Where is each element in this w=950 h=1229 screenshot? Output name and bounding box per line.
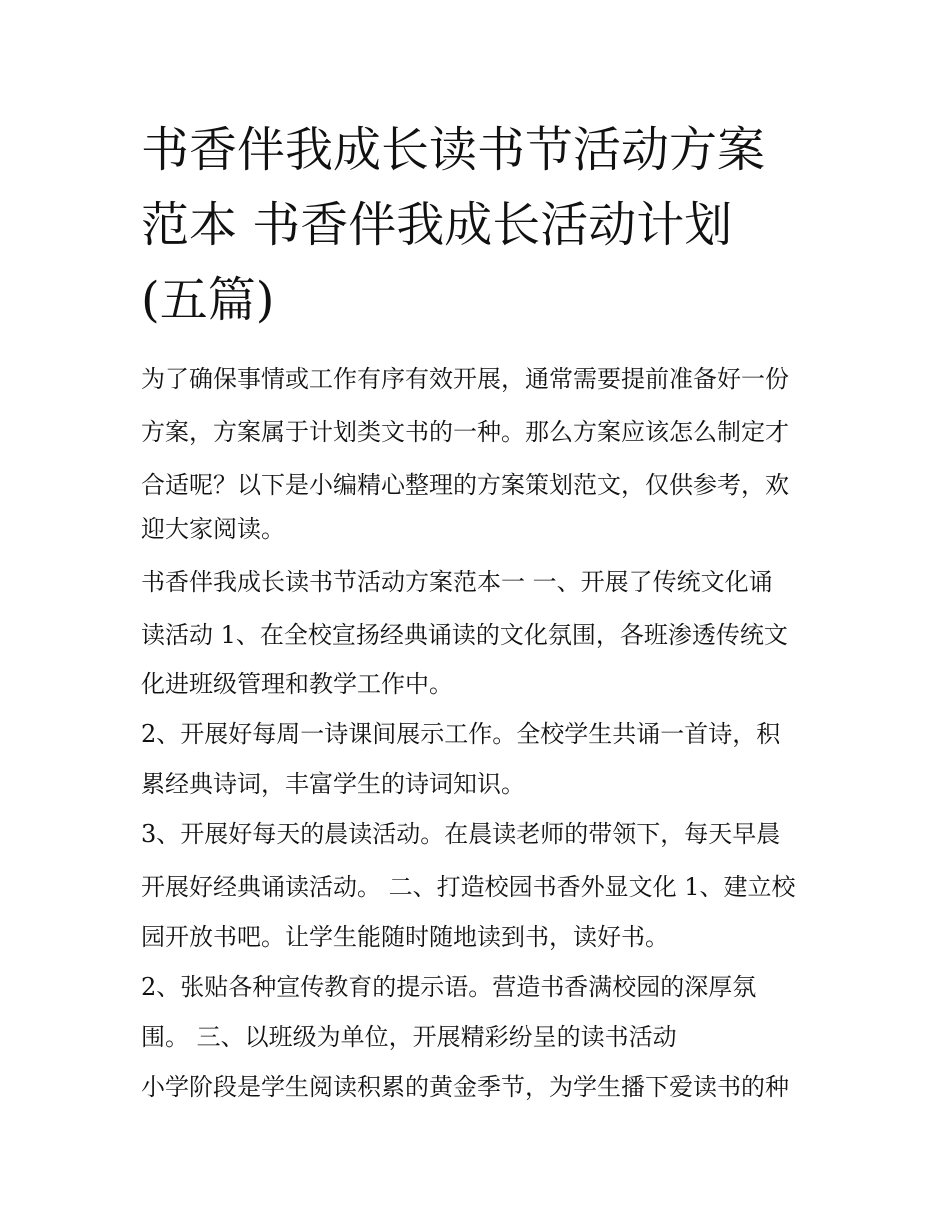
body-line: 小学阶段是学生阅读积累的黄金季节，为学生播下爱读书的种 [141, 1073, 789, 1101]
body-line: 化进班级管理和教学工作中。 [141, 670, 453, 698]
body-line: 开展好经典诵读活动。 二、打造校园书香外显文化 1、建立校 [141, 873, 796, 901]
body-line: 读活动 1、在全校宣扬经典诵读的文化氛围，各班渗透传统文 [141, 621, 788, 649]
body-line: 累经典诗词，丰富学生的诗词知识。 [141, 770, 525, 798]
body-line: 2、张贴各种宣传教育的提示语。营造书香满校园的深厚氛 [141, 973, 757, 1001]
document-title-line-2: 范本 书香伴我成长活动计划 [141, 197, 733, 253]
body-line: 合适呢？以下是小编精心整理的方案策划范文，仅供参考，欢 [141, 471, 789, 499]
body-line: 方案，方案属于计划类文书的一种。那么方案应该怎么制定才 [141, 418, 789, 446]
document-title-line-3: (五篇) [141, 272, 275, 328]
body-line: 书香伴我成长读书节活动方案范本一 一、开展了传统文化诵 [141, 568, 773, 596]
body-line: 2、开展好每周一诗课间展示工作。全校学生共诵一首诗，积 [141, 720, 781, 748]
body-line: 围。 三、以班级为单位，开展精彩纷呈的读书活动 [141, 1023, 677, 1051]
body-line: 3、开展好每天的晨读活动。在晨读老师的带领下，每天早晨 [141, 820, 781, 848]
body-line: 为了确保事情或工作有序有效开展，通常需要提前准备好一份 [141, 365, 789, 393]
body-line: 迎大家阅读。 [141, 515, 285, 543]
document-title-line-1: 书香伴我成长读书节活动方案 [141, 122, 766, 178]
body-line: 园开放书吧。让学生能随时随地读到书，读好书。 [141, 923, 669, 951]
